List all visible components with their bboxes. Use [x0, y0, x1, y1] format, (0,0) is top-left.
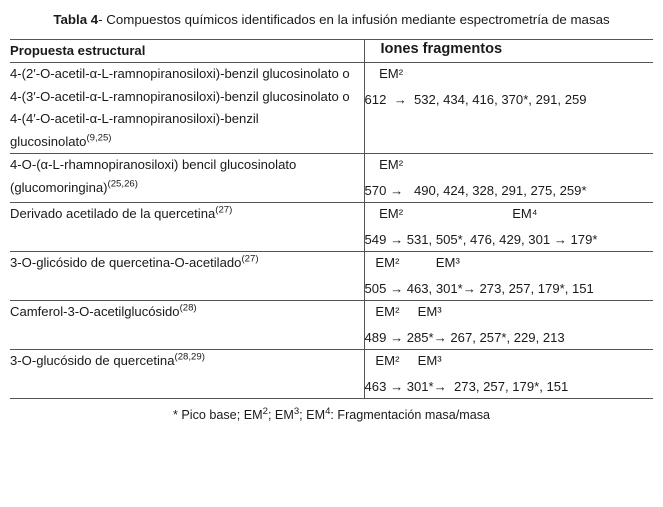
structure-reference: (9,25)	[86, 132, 112, 144]
footnote-sup-3: 3	[293, 406, 300, 418]
cell-structure	[10, 301, 364, 350]
structure-reference: (25,26)	[107, 178, 138, 190]
table-caption-text: - Compuestos químicos identificados en la infusión mediante espectrometría de masas	[98, 12, 610, 27]
compounds-table	[10, 39, 653, 400]
cell-structure	[10, 203, 364, 252]
header-cell-structure: Propuesta estructural	[10, 39, 364, 63]
structure-reference: (28,29)	[174, 351, 205, 363]
structure-reference: (28)	[179, 302, 197, 314]
structure-text: 3-O-glucósido de quercetina	[10, 353, 175, 369]
table-caption-label: Tabla 4	[53, 12, 99, 27]
cell-structure	[10, 252, 364, 301]
cell-structure	[10, 63, 364, 154]
table-row	[10, 154, 653, 203]
table-row	[10, 301, 653, 350]
ms-level-labels	[365, 301, 654, 324]
ms-level-labels	[365, 350, 654, 373]
fragment-values: 489 → 285*→ 267, 257*, 229, 213	[364, 329, 565, 345]
ms-labels-text: EM² EM³	[375, 255, 460, 271]
table-caption	[28, 10, 635, 31]
header-cell-fragments: Iones fragmentos	[364, 39, 653, 63]
structure-text: Derivado acetilado de la quercetina	[10, 206, 216, 222]
table-row	[10, 203, 653, 252]
cell-structure	[10, 350, 364, 399]
table-row	[10, 350, 653, 399]
ms-labels-text: EM² EM⁴	[379, 206, 538, 222]
ms-level-labels	[365, 203, 654, 226]
structure-reference: (27)	[241, 253, 259, 265]
fragment-values: 505 → 463, 301*→ 273, 257, 179*, 151	[364, 280, 594, 296]
ms-level-labels	[365, 154, 654, 177]
ms-labels-text: EM² EM³	[375, 304, 442, 320]
fragment-values: 570 → 490, 424, 328, 291, 275, 259*	[364, 182, 587, 198]
fragment-values: 463 → 301*→ 273, 257, 179*, 151	[364, 378, 569, 394]
cell-fragments	[364, 63, 653, 154]
ms-level-labels	[365, 63, 654, 86]
cell-structure	[10, 154, 364, 203]
cell-fragments	[364, 203, 653, 252]
ms-level-labels	[365, 252, 654, 275]
cell-fragments	[364, 154, 653, 203]
structure-text: 4-O-(α-L-rhamnopiranosiloxi) bencil glucosinolato (glucomoringina)	[10, 157, 297, 195]
footnote-sup-2: 2	[262, 406, 268, 418]
ms-labels-text: EM² EM³	[375, 353, 442, 369]
table-header-row	[10, 39, 653, 63]
ms-labels-text: EM²	[379, 157, 404, 173]
table-row	[10, 252, 653, 301]
fragment-values: 549 → 531, 505*, 476, 429, 301 → 179*	[364, 231, 598, 247]
cell-fragments	[364, 301, 653, 350]
structure-text: 3-O-glicósido de quercetina-O-acetilado	[10, 255, 242, 271]
structure-text: Camferol-3-O-acetilglucósido	[10, 304, 180, 320]
table-footnote: * Pico base; $EM^2$; $EM^3$; $EM^4$: Fragmentación masa/masa	[172, 406, 490, 423]
ms-labels-text: EM²	[379, 66, 404, 82]
structure-text: 4-(2′-O-acetil-α-L-ramnopiranosiloxi)-benzil glucosinolato o 4-(3′-O-acetil-α-L-ramnopiranosiloxi)-benzil glucosinolato o 4-(4′-O-acetil-α-L-ramnopiranosiloxi)-benzil glucosinolato	[10, 66, 350, 149]
cell-fragments	[364, 350, 653, 399]
table-row	[10, 63, 653, 154]
fragment-values: 612 → 532, 434, 416, 370*, 291, 259	[364, 91, 587, 107]
footnote-sup-4: 4	[325, 406, 331, 418]
cell-fragments	[364, 252, 653, 301]
structure-reference: (27)	[215, 204, 233, 216]
